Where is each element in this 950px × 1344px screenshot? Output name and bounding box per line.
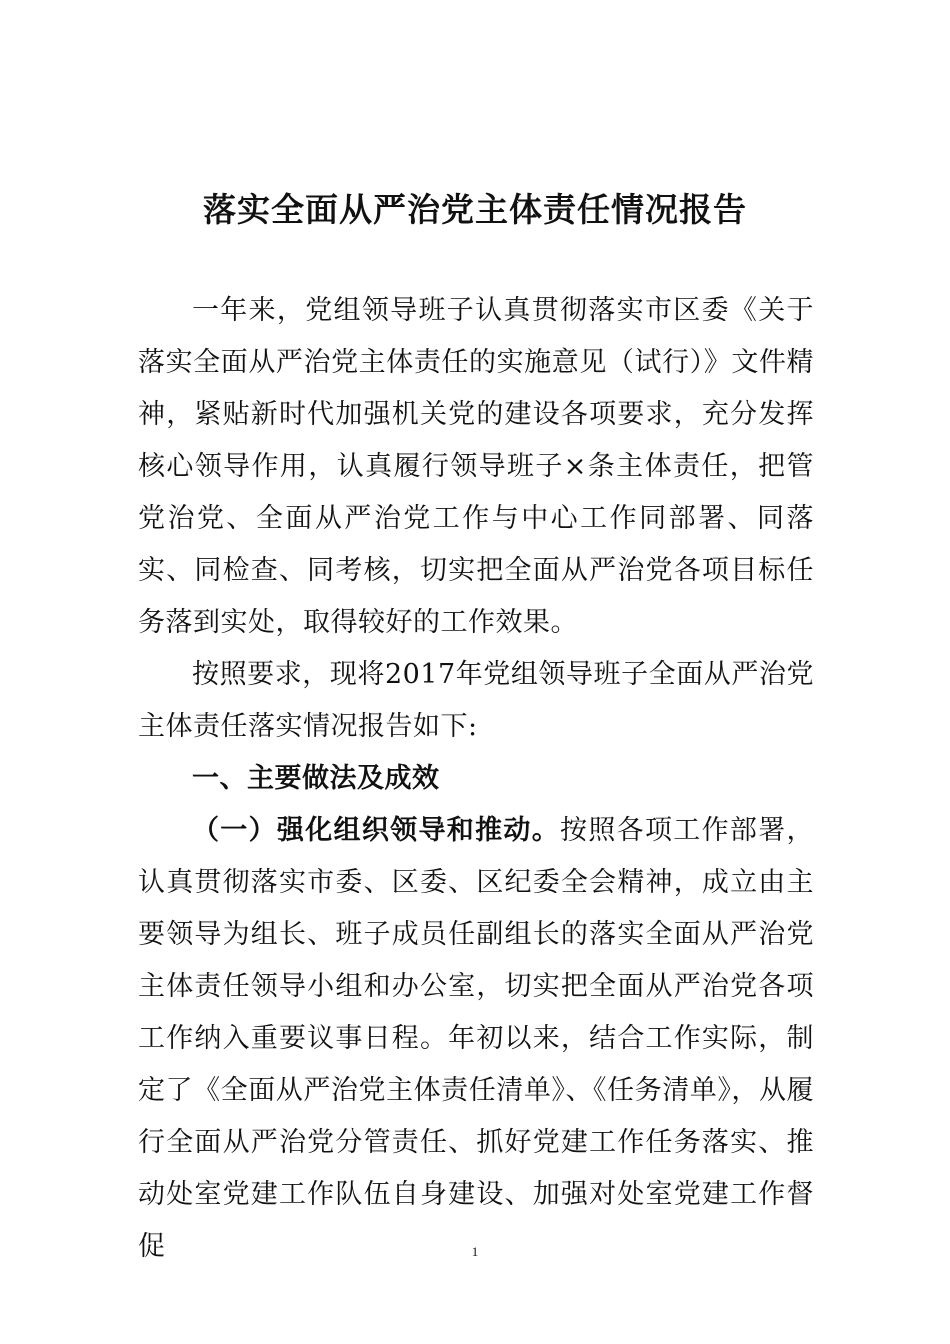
- page-number: 1: [471, 1244, 479, 1259]
- subsection-paragraph: [138, 805, 814, 1273]
- document-body: [138, 285, 814, 1273]
- subsection-text: 按照各项工作部署，认真贯彻落实市委、区委、区纪委全会精神，成立由主要领导为组长、班子成员任副组长的落实全面从严治党主体责任领导小组和办公室，切实把全面从严治党各项工作纳入重要议事日程。年初以来，结合工作实际，制定了《全面从严治党主体责任清单》、《任务清单》，从履行全面从严治党分管责任、抓好党建工作任务落实、推动处室党建工作队伍自身建设、加强对处室党建工作督促: [138, 815, 815, 1262]
- paragraph-intro: 一年来，党组领导班子认真贯彻落实市区委《关于落实全面从严治党主体责任的实施意见（试行）》文件精神，紧贴新时代加强机关党的建设各项要求，充分发挥核心领导作用，认真履行领导班子×条主体责任，把管党治党、全面从严治党工作与中心工作同部署、同落实、同检查、同考核，切实把全面从严治党各项目标任务落到实处，取得较好的工作效果。: [138, 295, 814, 638]
- paragraph-report-statement: 按照要求，现将2017年党组领导班子全面从严治党主体责任落实情况报告如下:: [138, 659, 814, 742]
- section-heading: 一、主要做法及成效: [192, 763, 440, 794]
- document-title: 落实全面从严治党主体责任情况报告: [203, 190, 747, 229]
- subsection-lead: （一）强化组织领导和推动。: [192, 815, 561, 846]
